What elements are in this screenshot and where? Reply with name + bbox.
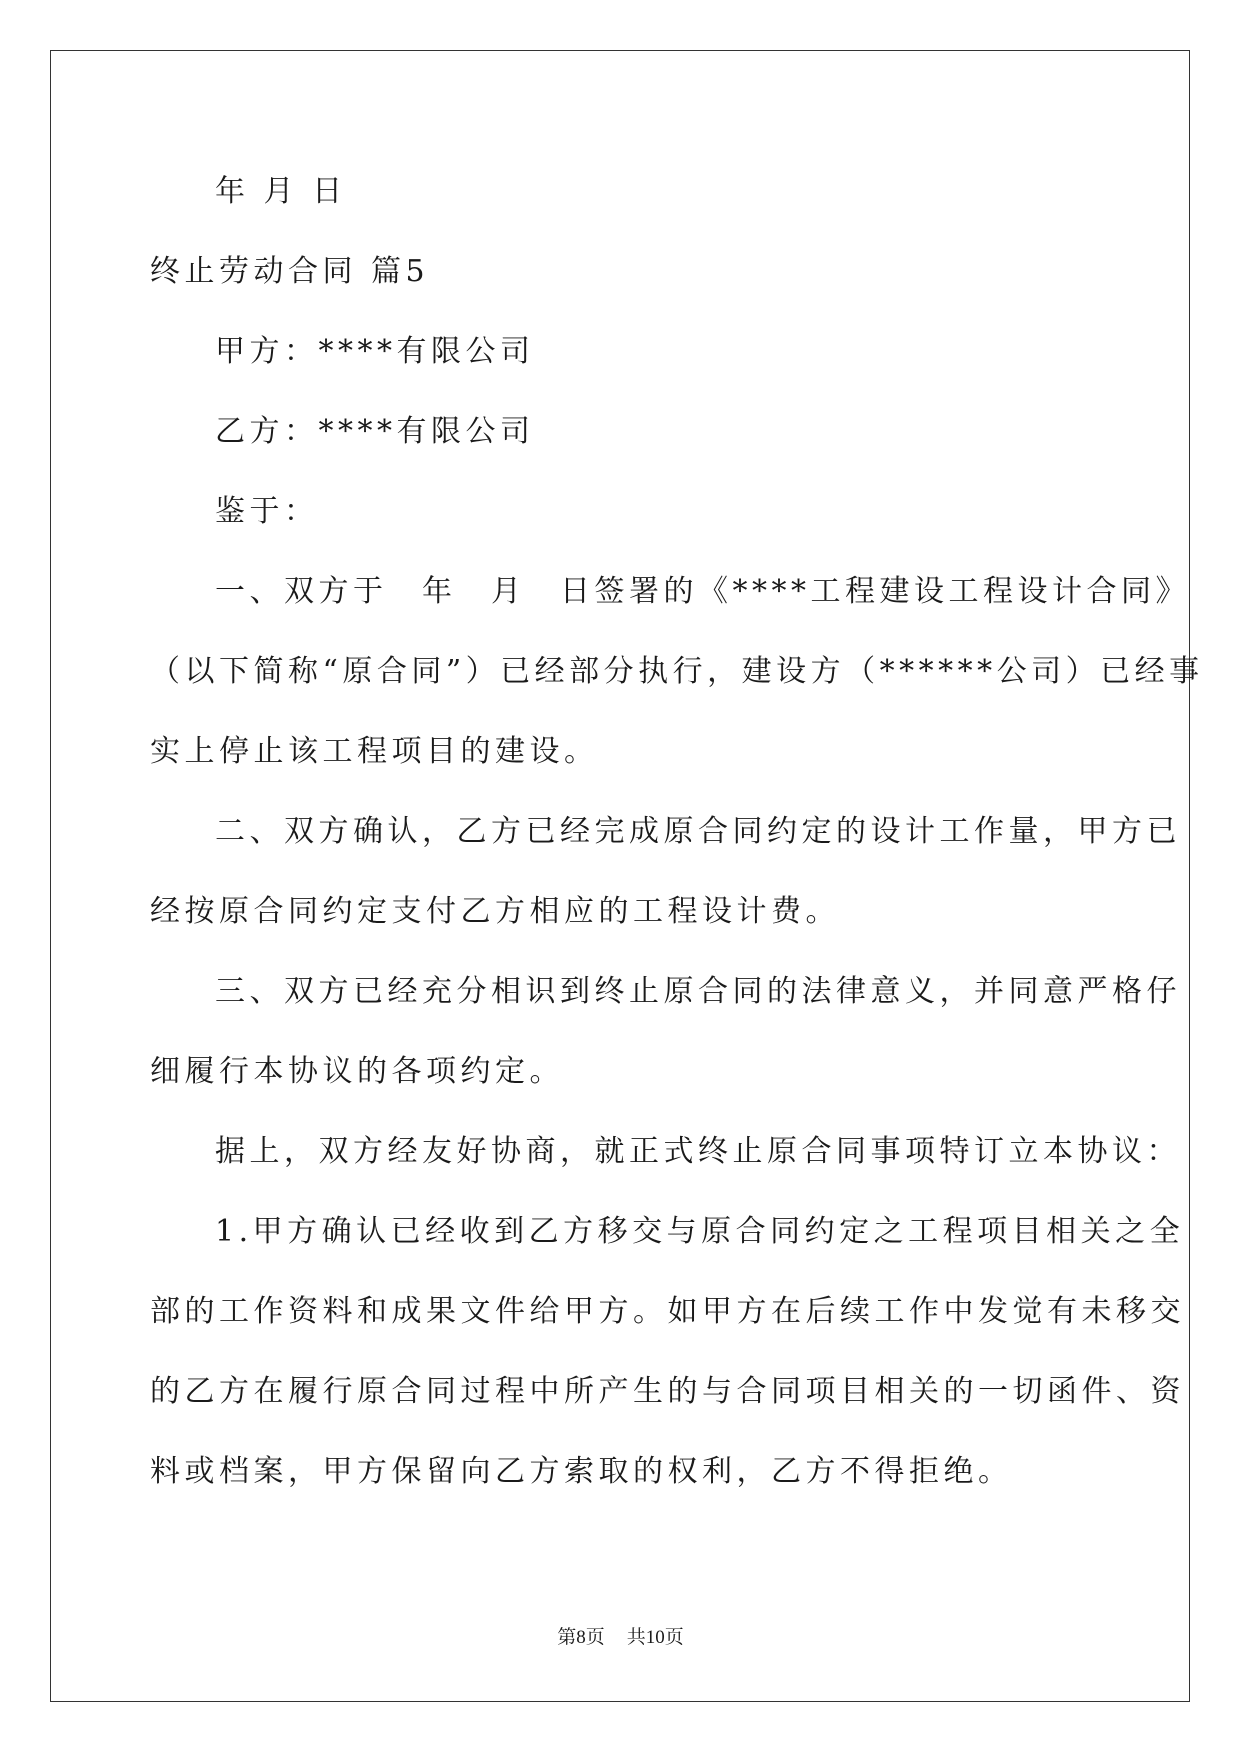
date-line: 年 月 日: [215, 174, 347, 209]
whereas-label: 鉴于：: [215, 494, 319, 529]
paragraph-line: 经按原合同约定支付乙方相应的工程设计费。: [150, 894, 840, 929]
page-number: 第8页: [557, 1627, 605, 1648]
page-footer: [0, 1626, 1241, 1650]
paragraph-line: 料或档案，甲方保留向乙方索取的权利，乙方不得拒绝。: [150, 1454, 1013, 1489]
paragraph-line: 细履行本协议的各项约定。: [150, 1054, 564, 1089]
paragraph-line: 1.甲方确认已经收到乙方移交与原合同约定之工程项目相关之全: [215, 1214, 1185, 1249]
party-a: 甲方：****有限公司: [215, 334, 535, 369]
page-total: 共10页: [626, 1627, 684, 1648]
paragraph-line: 实上停止该工程项目的建设。: [150, 734, 599, 769]
paragraph-line: 三、双方已经充分相识到终止原合同的法律意义，并同意严格仔: [215, 974, 1181, 1009]
paragraph-line: 二、双方确认，乙方已经完成原合同约定的设计工作量，甲方已: [215, 814, 1181, 849]
paragraph-line: 一、双方于 年 月 日签署的《****工程建设工程设计合同》: [215, 574, 1190, 609]
section-heading: 终止劳动合同 篇5: [150, 254, 430, 289]
paragraph-line: 据上，双方经友好协商，就正式终止原合同事项特订立本协议：: [215, 1134, 1181, 1169]
paragraph-line: （以下简称“原合同”）已经部分执行，建设方（******公司）已经事: [150, 654, 1204, 689]
paragraph-line: 部的工作资料和成果文件给甲方。如甲方在后续工作中发觉有未移交: [150, 1294, 1185, 1329]
paragraph-line: 的乙方在履行原合同过程中所产生的与合同项目相关的一切函件、资: [150, 1374, 1185, 1409]
party-b: 乙方：****有限公司: [215, 414, 535, 449]
